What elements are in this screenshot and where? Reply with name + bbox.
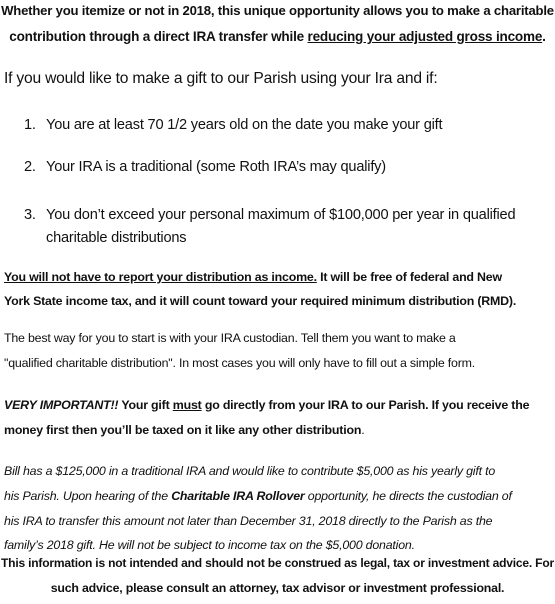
- tax-note-line-1: [4, 270, 502, 284]
- example-line-4: family’s 2018 gift. He will not be subject to income tax on the $5,000 donation.: [4, 538, 415, 552]
- important-line-2-period: .: [361, 423, 365, 437]
- intro-underlined-phrase: reducing your adjusted gross income: [307, 29, 543, 44]
- example-rollover-term: Charitable IRA Rollover: [171, 489, 305, 503]
- conditions-heading: [4, 70, 437, 88]
- custodian-line-2: "qualified charitable distribution". In most cases you will only have to fill out a simple form.: [4, 356, 475, 370]
- intro-text-1: Whether you itemize or not in 2018, this unique opportunity allows you to make a charitable: [1, 3, 554, 18]
- important-line-2: [4, 423, 364, 437]
- intro-text-2: contribution through a direct IRA transfer while: [9, 29, 308, 44]
- condition-2-number: 2.: [24, 159, 36, 175]
- important-text-b: go directly from your IRA to our Parish. If you receive the: [201, 398, 530, 412]
- important-line-1: [4, 398, 529, 412]
- intro-period: .: [542, 29, 546, 44]
- custodian-line-1: The best way for you to start is with your IRA custodian. Tell them you want to make a: [4, 331, 456, 345]
- conditions-heading-text: If you would like to make a gift to our Parish using your Ira and if:: [4, 70, 438, 87]
- important-line-2-text: money first then you’ll be taxed on it like any other distribution: [4, 423, 362, 437]
- condition-3-number: 3.: [24, 207, 36, 223]
- condition-3-text-line-2: charitable distributions: [46, 230, 187, 246]
- important-text-a: Your gift: [118, 398, 173, 412]
- tax-note-underlined: You will not have to report your distribution as income.: [4, 270, 317, 284]
- condition-1-number: 1.: [24, 117, 36, 133]
- intro-line-2: [0, 29, 555, 44]
- tax-note-rest: It will be free of federal and New: [316, 270, 502, 284]
- example-line-2-start: his Parish. Upon hearing of the: [4, 489, 172, 503]
- condition-2-text: Your IRA is a traditional (some Roth IRA’s may qualify): [46, 159, 386, 175]
- disclaimer-line-2: such advice, please consult an attorney, tax advisor or investment professional.: [50, 581, 505, 595]
- example-line-1: Bill has a $125,000 in a traditional IRA and would like to contribute $5,000 as his yearly gift to: [4, 464, 496, 478]
- example-line-2: [4, 489, 512, 503]
- important-label: VERY IMPORTANT!!: [4, 398, 119, 412]
- important-must: must: [172, 398, 202, 412]
- intro-line-1: [0, 3, 555, 18]
- condition-3-text-line-1: You don’t exceed your personal maximum of $100,000 per year in qualified: [46, 207, 516, 223]
- tax-note-line-2: York State income tax, and it will count toward your required minimum distribution (RMD).: [4, 294, 517, 308]
- example-line-3: his IRA to transfer this amount not later than December 31, 2018 directly to the Parish as the: [4, 514, 493, 528]
- condition-1-text: You are at least 70 1/2 years old on the date you make your gift: [46, 117, 443, 133]
- disclaimer-line-1: This information is not intended and should not be construed as legal, tax or investment advice. For: [1, 556, 554, 570]
- example-line-2-end: opportunity, he directs the custodian of: [304, 489, 512, 503]
